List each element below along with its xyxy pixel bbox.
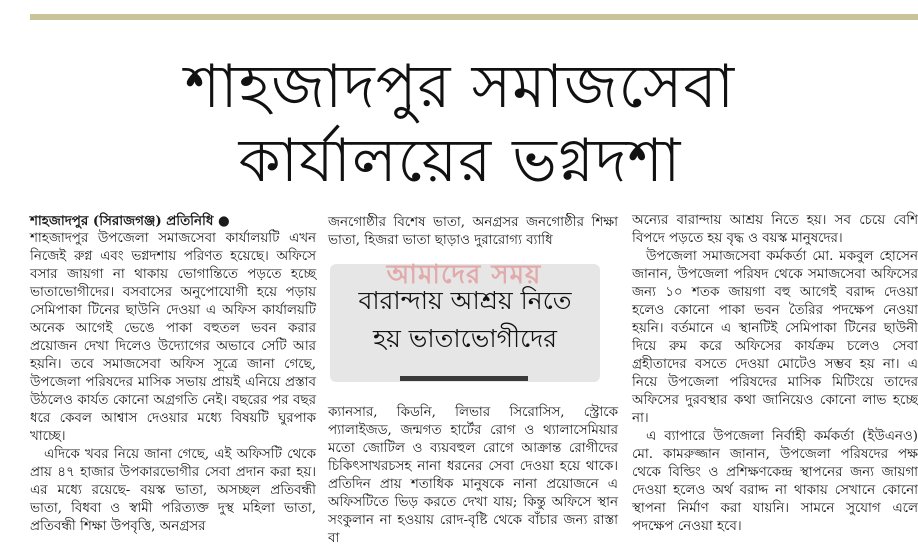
pullquote bbox=[330, 260, 600, 382]
paragraph-4: ক্যানসার, কিডনি, লিভার সিরোসিস, স্ট্রোকে প্যালাইজড, জন্মগত হার্টের রোগ ও থ্যালাসেমিয়ার মতো জোটিল ও ব্যয়বহুল রোগে আক্রান্ত রোগীদের চিকিৎসাখরচসহ নানা ধরনের সেবা দেওয়া হয়ে থাকে। প্রতিদিন প্রায় শতাধিক মানুষকে নানা প্রয়োজনে এ অফিসটিতে ভিড় করতে দেখা যায়; কিন্তু অফিসে স্থান সংকুলান না হওয়ায় রোদ-বৃষ্টি থেকে বাঁচার জন্য রাস্তা বা bbox=[328, 405, 618, 546]
paragraph-3: জনগোষ্ঠীর বিশেষ ভাতা, অনগ্রসর জনগোষ্ঠীর শিক্ষা ভাতা, হিজরা ভাতা ছাড়াও দুরারোগ্য ব্যাধি bbox=[328, 215, 618, 248]
pullquote-bar bbox=[400, 376, 528, 381]
paragraph-5: অন্যের বারান্দায় আশ্রয় নিতে হয়। সব চেয়ে বেশি বিপদে পড়তে হয় বৃদ্ধ ও বয়স্ক মানুষদের। bbox=[632, 213, 918, 246]
pullquote-text bbox=[330, 282, 600, 358]
newspaper-watermark: আমাদের সময় bbox=[386, 260, 542, 290]
byline: শাহজাদপুর (সিরাজগঞ্জ) প্রতিনিধি ● bbox=[30, 213, 230, 229]
column-2-top bbox=[328, 214, 618, 250]
column-1 bbox=[30, 212, 316, 536]
headline bbox=[60, 50, 860, 198]
headline-line2: কার্যালয়ের ভগ্নদশা bbox=[238, 126, 682, 196]
paragraph-2: এদিকে খবর নিয়ে জানা গেছে, এই অফিসটি থেকে প্রায় ৪৭ হাজার উপকারভোগীর সেবা প্রদান করা হয়। এর মধ্যে রয়েছে- বয়স্ক ভাতা, অসচ্ছল প্রতিবন্ধী ভাতা, বিধবা ও স্বামী পরিত্যক্ত দুস্থ মহিলা ভাতা, প্রতিবন্ধী শিক্ষা উপবৃত্তি, অনগ্রসর bbox=[30, 447, 316, 534]
top-rule bbox=[30, 14, 918, 20]
column-3 bbox=[632, 212, 918, 536]
paragraph-6: উপজেলা সমাজসেবা কর্মকর্তা মো. মকবুল হোসেন জানান, উপজেলা পরিষদ থেকে সমাজসেবা অফিসের জন্য ১০ শতক জায়গা বহু আগেই বরাদ্দ দেওয়া হলেও কোনো পাকা ভবন তৈরির পদক্ষেপ নেওয়া হয়নি। বর্তমানে এ স্থানটিই সেমিপাকা টিনের ছাউনী দিয়ে রুম করে অফিসের কার্যক্রম চলেও সেবা গ্রহীতাদের বসতে দেওয়া মোটেও সম্ভব হয় না। এ নিয়ে উপজেলা পরিষদের মাসিক মিটিংয়ে তাদের অফিসের দুরবস্থার কথা জানিয়েও কোনো লাভ হচ্ছে না। bbox=[632, 249, 918, 426]
column-2-bottom bbox=[328, 404, 618, 548]
pullquote-line2: হয় ভাতাভোগীদের bbox=[372, 324, 558, 353]
pullquote-line1: বারান্দায় আশ্রয় নিতে bbox=[358, 286, 572, 315]
paragraph-7: এ ব্যাপারে উপজেলা নির্বাহী কর্মকর্তা (ইউএনও) মো. কামরুজ্জান জানান, উপজেলা পরিষদের পক্ষ থেকে বিল্ডিং ও প্রশিক্ষণকেন্দ্র স্থাপনের জন্য জায়গা দেওয়া হলেও অর্থ বরাদ্দ না থাকায় সেখানে কোনো স্থাপনা নির্মাণ করা যায়নি। সামনে সুযোগ এলে পদক্ষেপ নেওয়া হবে। bbox=[632, 429, 918, 534]
paragraph-1: শাহজাদপুর উপজেলা সমাজসেবা কার্যালয়টি এখন নিজেই রুগ্ন এবং ভগ্নদশায় পরিণত হয়েছে। অফিসে বসার জায়গা না থাকায় ভোগান্তিতে পড়তে হচ্ছে ভাতাভোগীদের। বসবাসের অনুপোযোগী হয়ে পড়ায় সেমিপাকা টিনের ছাউনি দেওয়া এ অফিস কার্যালয়টি অনেক আগেই ভেঙে পাকা বহুতল ভবন করার প্রয়োজন দেখা দিলেও উদ্যোগের অভাবে সেটি আর হয়নি। তবে সমাজসেবা অফিস সূত্রে জানা গেছে, উপজেলা পরিষদের মাসিক সভায় প্রায়ই এনিয়ে প্রস্তাব উঠলেও কার্যত কোনো অগ্রগতি নেই। বছরের পর বছর ধরে কেবল আশ্বাস দেওয়ার মধ্যে বিষয়টি ঘুরপাক খাচ্ছে। bbox=[30, 231, 316, 444]
headline-line1: শাহজাদপুর সমাজসেবা bbox=[184, 52, 736, 122]
